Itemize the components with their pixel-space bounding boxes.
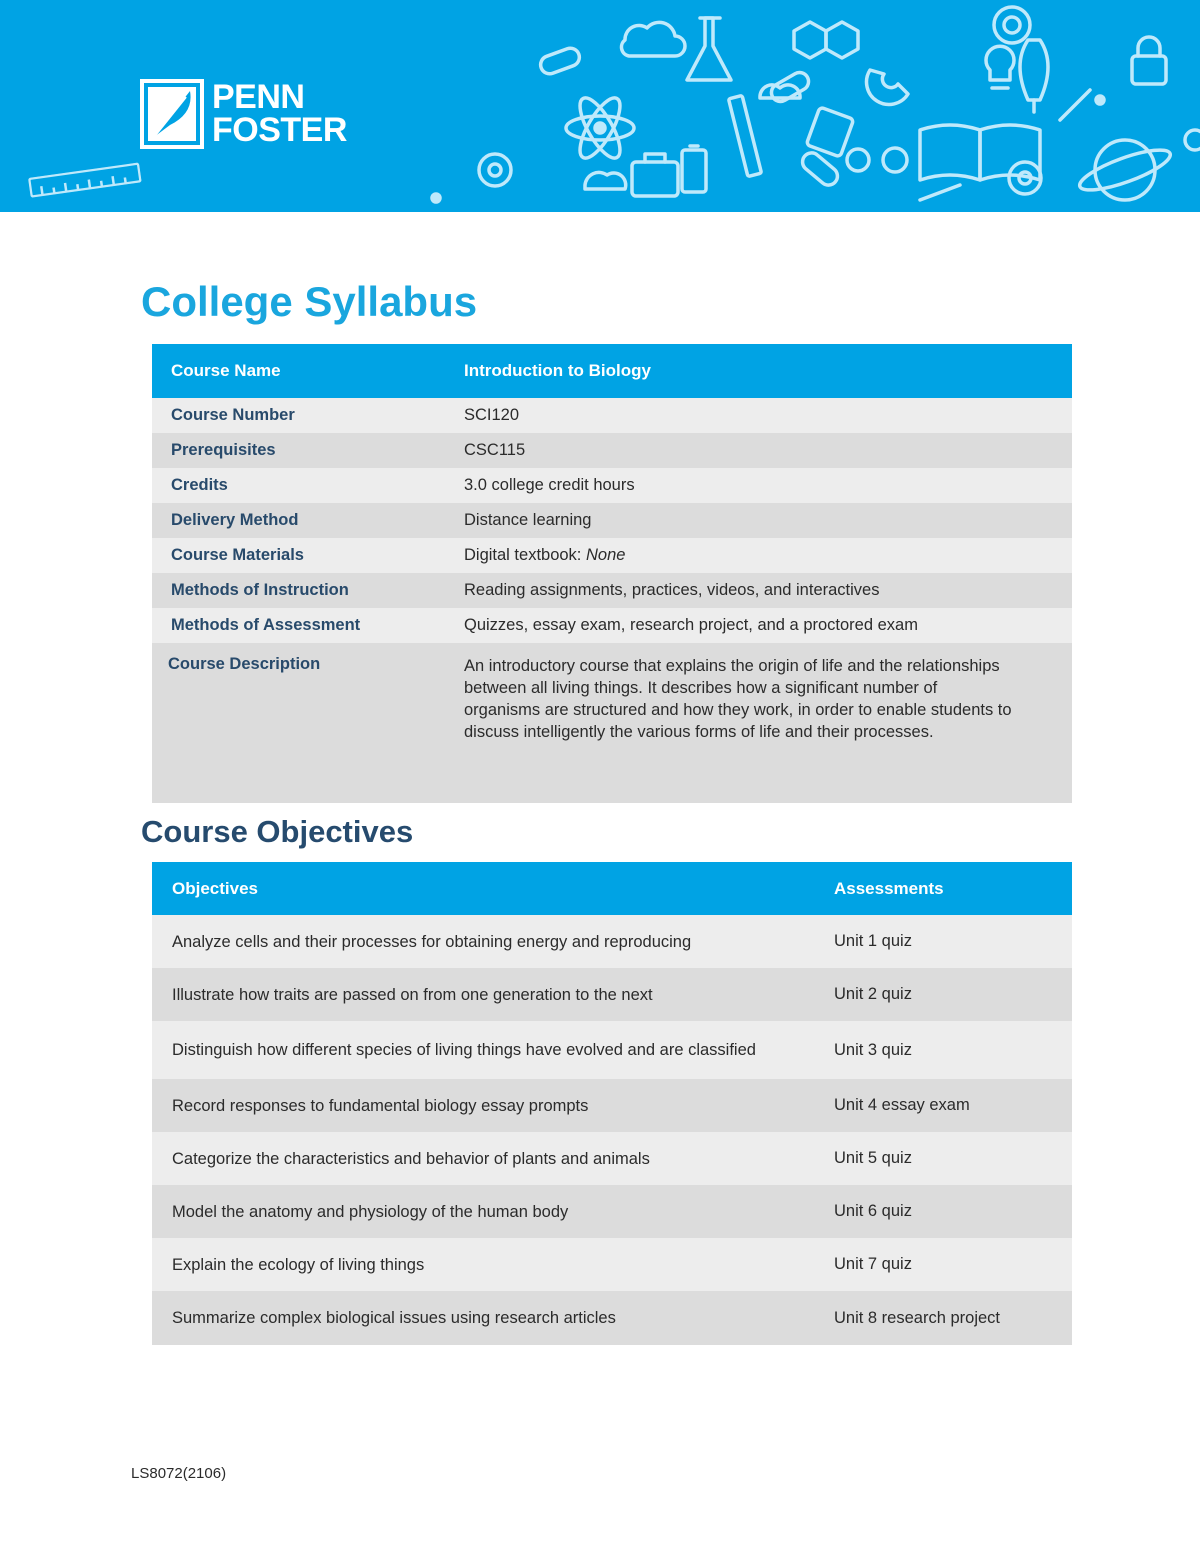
logo-wordmark bbox=[212, 78, 347, 149]
objective-cell: Distinguish how different species of living things have evolved and are classified bbox=[172, 1041, 756, 1059]
table-row bbox=[152, 573, 1072, 608]
table-row bbox=[152, 468, 1072, 503]
table-row bbox=[152, 1132, 1072, 1185]
objective-cell: Illustrate how traits are passed on from one generation to the next bbox=[172, 985, 653, 1004]
table-row bbox=[152, 1185, 1072, 1238]
briefcase-icon bbox=[632, 154, 678, 196]
row-value: CSC115 bbox=[464, 441, 526, 459]
assessment-cell: Unit 5 quiz bbox=[834, 1149, 912, 1167]
materials-emphasis: None bbox=[585, 546, 626, 564]
row-value: Reading assignments, practices, videos, and interactives bbox=[464, 581, 880, 599]
table-row bbox=[152, 398, 1072, 433]
battery-icon bbox=[682, 146, 706, 192]
table-row bbox=[152, 1021, 1072, 1079]
row-label: Course Number bbox=[171, 406, 295, 424]
objective-cell: Summarize complex biological issues using research articles bbox=[172, 1309, 616, 1327]
table-row bbox=[152, 433, 1072, 468]
table-row bbox=[152, 1291, 1072, 1345]
table-row bbox=[152, 608, 1072, 643]
assessment-cell: Unit 3 quiz bbox=[834, 1040, 912, 1059]
assessment-cell: Unit 4 essay exam bbox=[834, 1096, 970, 1114]
lock-icon bbox=[1132, 37, 1166, 84]
page-title: College Syllabus bbox=[141, 278, 478, 325]
objective-cell: Categorize the characteristics and behavior of plants and animals bbox=[172, 1149, 650, 1168]
course-name-label: Course Name bbox=[171, 361, 281, 380]
planet-icon bbox=[1076, 140, 1174, 200]
calculator-icon bbox=[806, 107, 854, 157]
row-label: Prerequisites bbox=[171, 441, 276, 459]
course-info-table bbox=[152, 344, 1072, 803]
assessments-column-header: Assessments bbox=[834, 878, 944, 898]
ruler-icon bbox=[729, 95, 762, 176]
document-code: LS8072(2106) bbox=[131, 1465, 227, 1482]
description-label: Course Description bbox=[168, 655, 321, 673]
quill-logo-icon bbox=[140, 79, 204, 149]
header-banner bbox=[0, 0, 1200, 212]
objectives-column-header: Objectives bbox=[172, 878, 258, 898]
objective-cell: Model the anatomy and physiology of the human body bbox=[172, 1202, 569, 1221]
table-row bbox=[152, 1238, 1072, 1291]
objective-cell: Analyze cells and their processes for obtaining energy and reproducing bbox=[172, 932, 692, 951]
flask-icon bbox=[687, 18, 731, 80]
course-name-value: Introduction to Biology bbox=[464, 361, 651, 380]
atom-icon bbox=[566, 93, 634, 164]
row-label: Course Materials bbox=[171, 546, 304, 564]
materials-prefix: Digital textbook: bbox=[464, 546, 586, 564]
assessment-cell: Unit 6 quiz bbox=[834, 1202, 912, 1220]
objective-cell: Record responses to fundamental biology essay prompts bbox=[172, 1096, 589, 1115]
lightbulb-icon bbox=[986, 46, 1014, 88]
row-label: Methods of Instruction bbox=[171, 581, 349, 599]
logo-line-penn: PENN bbox=[212, 78, 305, 116]
objectives-header-row bbox=[152, 862, 1072, 915]
assessment-cell: Unit 2 quiz bbox=[834, 985, 912, 1003]
table-row bbox=[152, 915, 1072, 968]
penn-foster-logo[interactable] bbox=[140, 78, 347, 150]
course-name-header-row bbox=[152, 344, 1072, 398]
table-row bbox=[152, 1079, 1072, 1132]
assessment-cell: Unit 1 quiz bbox=[834, 932, 912, 950]
row-value: Quizzes, essay exam, research project, and a proctored exam bbox=[464, 616, 918, 634]
row-value bbox=[464, 546, 1072, 565]
section-title-objectives: Course Objectives bbox=[141, 814, 414, 849]
row-label: Delivery Method bbox=[171, 511, 299, 529]
description-value: An introductory course that explains the origin of life and the relationships between all living things. It describes how a significant number of organisms are structured and how they work, in order to enable students to discuss intelligently the various forms of life and their processes. bbox=[464, 657, 1012, 741]
cloud-icon bbox=[621, 22, 684, 56]
course-description-row bbox=[152, 643, 1072, 803]
row-label: Credits bbox=[171, 476, 228, 494]
magnet-icon bbox=[867, 70, 908, 104]
table-row bbox=[152, 968, 1072, 1021]
row-value: 3.0 college credit hours bbox=[464, 476, 635, 494]
table-row bbox=[152, 503, 1072, 538]
logo-line-foster: FOSTER bbox=[212, 111, 347, 149]
molecule-icon bbox=[794, 22, 858, 58]
row-value: SCI120 bbox=[464, 406, 520, 424]
row-value: Distance learning bbox=[464, 511, 592, 529]
table-row bbox=[152, 538, 1072, 573]
objective-cell: Explain the ecology of living things bbox=[172, 1255, 425, 1274]
rocket-icon bbox=[1020, 40, 1048, 112]
objectives-table bbox=[152, 862, 1072, 1345]
row-label: Methods of Assessment bbox=[171, 616, 361, 634]
assessment-cell: Unit 7 quiz bbox=[834, 1255, 912, 1273]
assessment-cell: Unit 8 research project bbox=[834, 1308, 1000, 1327]
